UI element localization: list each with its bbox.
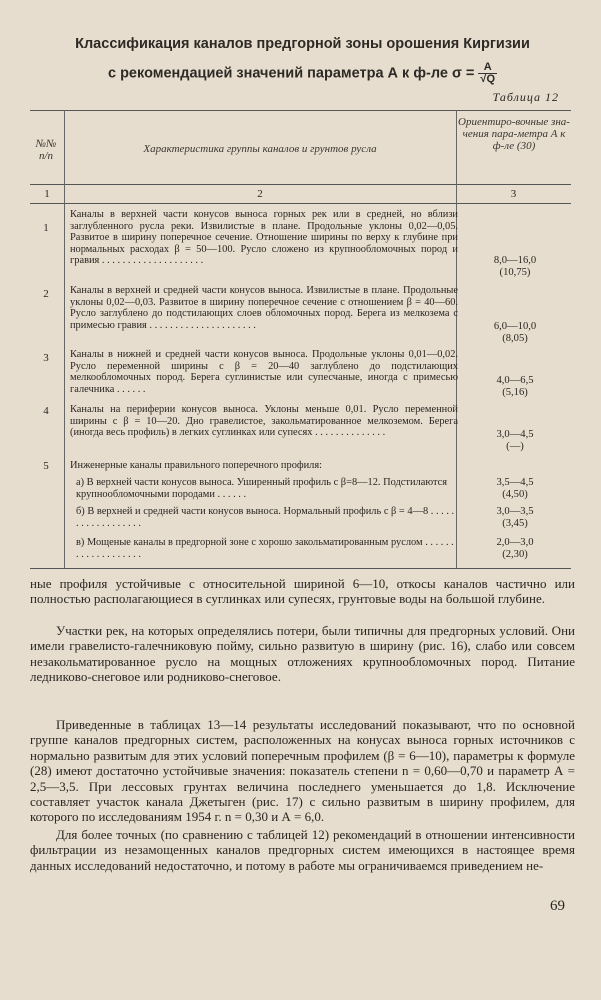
- paragraph-3: Приведенные в таблицах 13—14 результаты исследований показывают, что по основной группе каналов предгорных систем, расположенных на конусах выноса горных источников с нормально развитым для этих условий поперечным профилем (β = 6—10), параметры к формуле (28) имеют достаточно устойчивые значения: показатель степени n = 0,60—0,70 и параметр А = 2,5—3,5. При лессовых грунтах величина последнего уменьшается до 1,8. Исключение составляет участок канала Джетыген (рис. 17) с сильно развитым в ширину профилем, для которого по исследованиям 1954 г. n = 0,30 и А = 6,0.: [30, 717, 575, 825]
- formula-numerator: A: [483, 61, 492, 73]
- table-label: Таблица 12: [492, 90, 559, 104]
- row-4-text: Каналы на периферии конусов выноса. Уклоны меньше 0,01. Русло переменной ширины с β = 10—20. Дно гравелистое, закольматированное мелкоземом. Берега (иногда весь профиль) в легких суглинках или супесях . . . . . . . . . . . . . .: [70, 404, 458, 439]
- subrow-b-text: б) В верхней и средней части конусов выноса. Нормальный профиль с β = 4—8 . . . . . . . . . . . . . . . . . .: [76, 506, 455, 529]
- paragraph-2: Участки рек, на которых определялись потери, были типичны для предгорных условий. Они имели гравелисто-галечниковую пойму, сильно развитую в ширину (рис. 16), слабо или совсем незакольматированное русло на мощных отложениях крупнообломочных пород. Питание ледниково-снеговое или родниково-снеговое.: [30, 623, 575, 685]
- subrow-c-average: (2,30): [502, 549, 528, 560]
- page-number: 69: [550, 898, 565, 914]
- subrow-b-average: (3,45): [502, 518, 528, 529]
- title-line-2: [30, 62, 575, 85]
- row-1-text: Каналы в верхней части конусов выноса горных рек или в средней, но вблизи заглубленного русла реки. Извилистые в плане. Продольные уклоны 0,02—0,05. Развитое в ширину поперечное сечение. Отношение ширины по верху к глубине при нормальных расходах β = 50—100. Русло сложено из крупнообломочных пород и гравия . . . . . . . . . . . . . . . . . . . .: [70, 209, 458, 267]
- colnum-rule: [30, 203, 571, 204]
- row-2-value: 6,0—10,0: [493, 321, 537, 332]
- formula-denominator: √Q: [480, 73, 495, 85]
- header-value: Ориентиро-вочные зна-чения пара-метра А к ф-ле (30): [458, 116, 570, 152]
- subrow-a-value: 3,5—4,5: [496, 477, 534, 488]
- col-number-1: 1: [44, 188, 50, 200]
- subrow-b-value: 3,0—3,5: [496, 506, 534, 517]
- header-number: №№ п/п: [35, 138, 57, 162]
- title-line-1: Классификация каналов предгорной зоны орошения Киргизии: [75, 36, 530, 52]
- row-2-average: (8,05): [502, 333, 528, 344]
- row-1-average: (10,75): [499, 267, 531, 278]
- row-2-number: 2: [43, 288, 49, 300]
- table-bottom-rule: [30, 568, 571, 569]
- subrow-c-value: 2,0—3,0: [496, 537, 534, 548]
- row-3-number: 3: [43, 352, 49, 364]
- row-2-text: Каналы в верхней и средней части конусов выноса. Извилистые в плане. Продольные уклоны 0,02—0,03. Развитое в ширину поперечное сечение с отношением β = 40—60. Русло заглублено до подстилающих слоев обломочных пород. Берега из мелкозема с примесью гравия . . . . . . . . . . . . . . . . . . . . .: [70, 285, 458, 331]
- row-3-value: 4,0—6,5: [496, 375, 534, 386]
- row-5-number: 5: [43, 460, 49, 472]
- row-1-number: 1: [43, 222, 49, 234]
- header-description: Характеристика группы каналов и грунтов русла: [143, 143, 377, 155]
- row-1-value: 8,0—16,0: [493, 255, 537, 266]
- row-3-text: Каналы в нижней и средней части конусов выноса. Продольные уклоны 0,01—0,02. Русло переменной ширины с β = 20—40 заглублено до подстилающих мелкообломочных пород. Берега суглинистые или супесчаные, иногда с примесью галечника . . . . . .: [70, 349, 458, 395]
- classification-table: [30, 110, 571, 570]
- table-top-rule: [30, 110, 571, 111]
- header-rule: [30, 184, 571, 185]
- row-5-heading: Инженерные каналы правильного поперечного профиля:: [70, 460, 323, 471]
- col-number-2: 2: [257, 188, 263, 200]
- paragraph-4: Для более точных (по сравнению с таблицей 12) рекомендаций в отношении интенсивности фильтрации из незамощенных каналов предгорных систем имеющихся в настоящее время данных исследований недостаточно, и потому в работе мы ограничиваемся приведением не-: [30, 827, 575, 873]
- col-number-3: 3: [510, 188, 517, 200]
- row-4-number: 4: [43, 405, 49, 417]
- subrow-c-text: в) Мощеные каналы в предгорной зоне с хорошо закольматированным руслом . . . . . . . . . . . . . . . . . . .: [76, 537, 454, 560]
- row-4-value: 3,0—4,5: [496, 429, 534, 440]
- subrow-a-text: а) В верхней части конусов выноса. Уширенный профиль с β=8—12. Подстилаются крупнообломочными породами . . . . . .: [76, 477, 448, 500]
- row-4-average: (—): [506, 441, 524, 452]
- formula-fraction: [478, 62, 497, 85]
- title-line-2-text: с рекомендацией значений параметра А к ф-ле σ =: [107, 65, 475, 82]
- subrow-a-average: (4,50): [502, 489, 528, 500]
- paragraph-1: ные профиля устойчивые с относительной шириной 6—10, откосы каналов частично или полностью располагающиеся в суглинках или супесях, грунтовые воды на большой глубине.: [30, 576, 575, 607]
- col-divider-1: [64, 110, 65, 568]
- row-3-average: (5,16): [502, 387, 528, 398]
